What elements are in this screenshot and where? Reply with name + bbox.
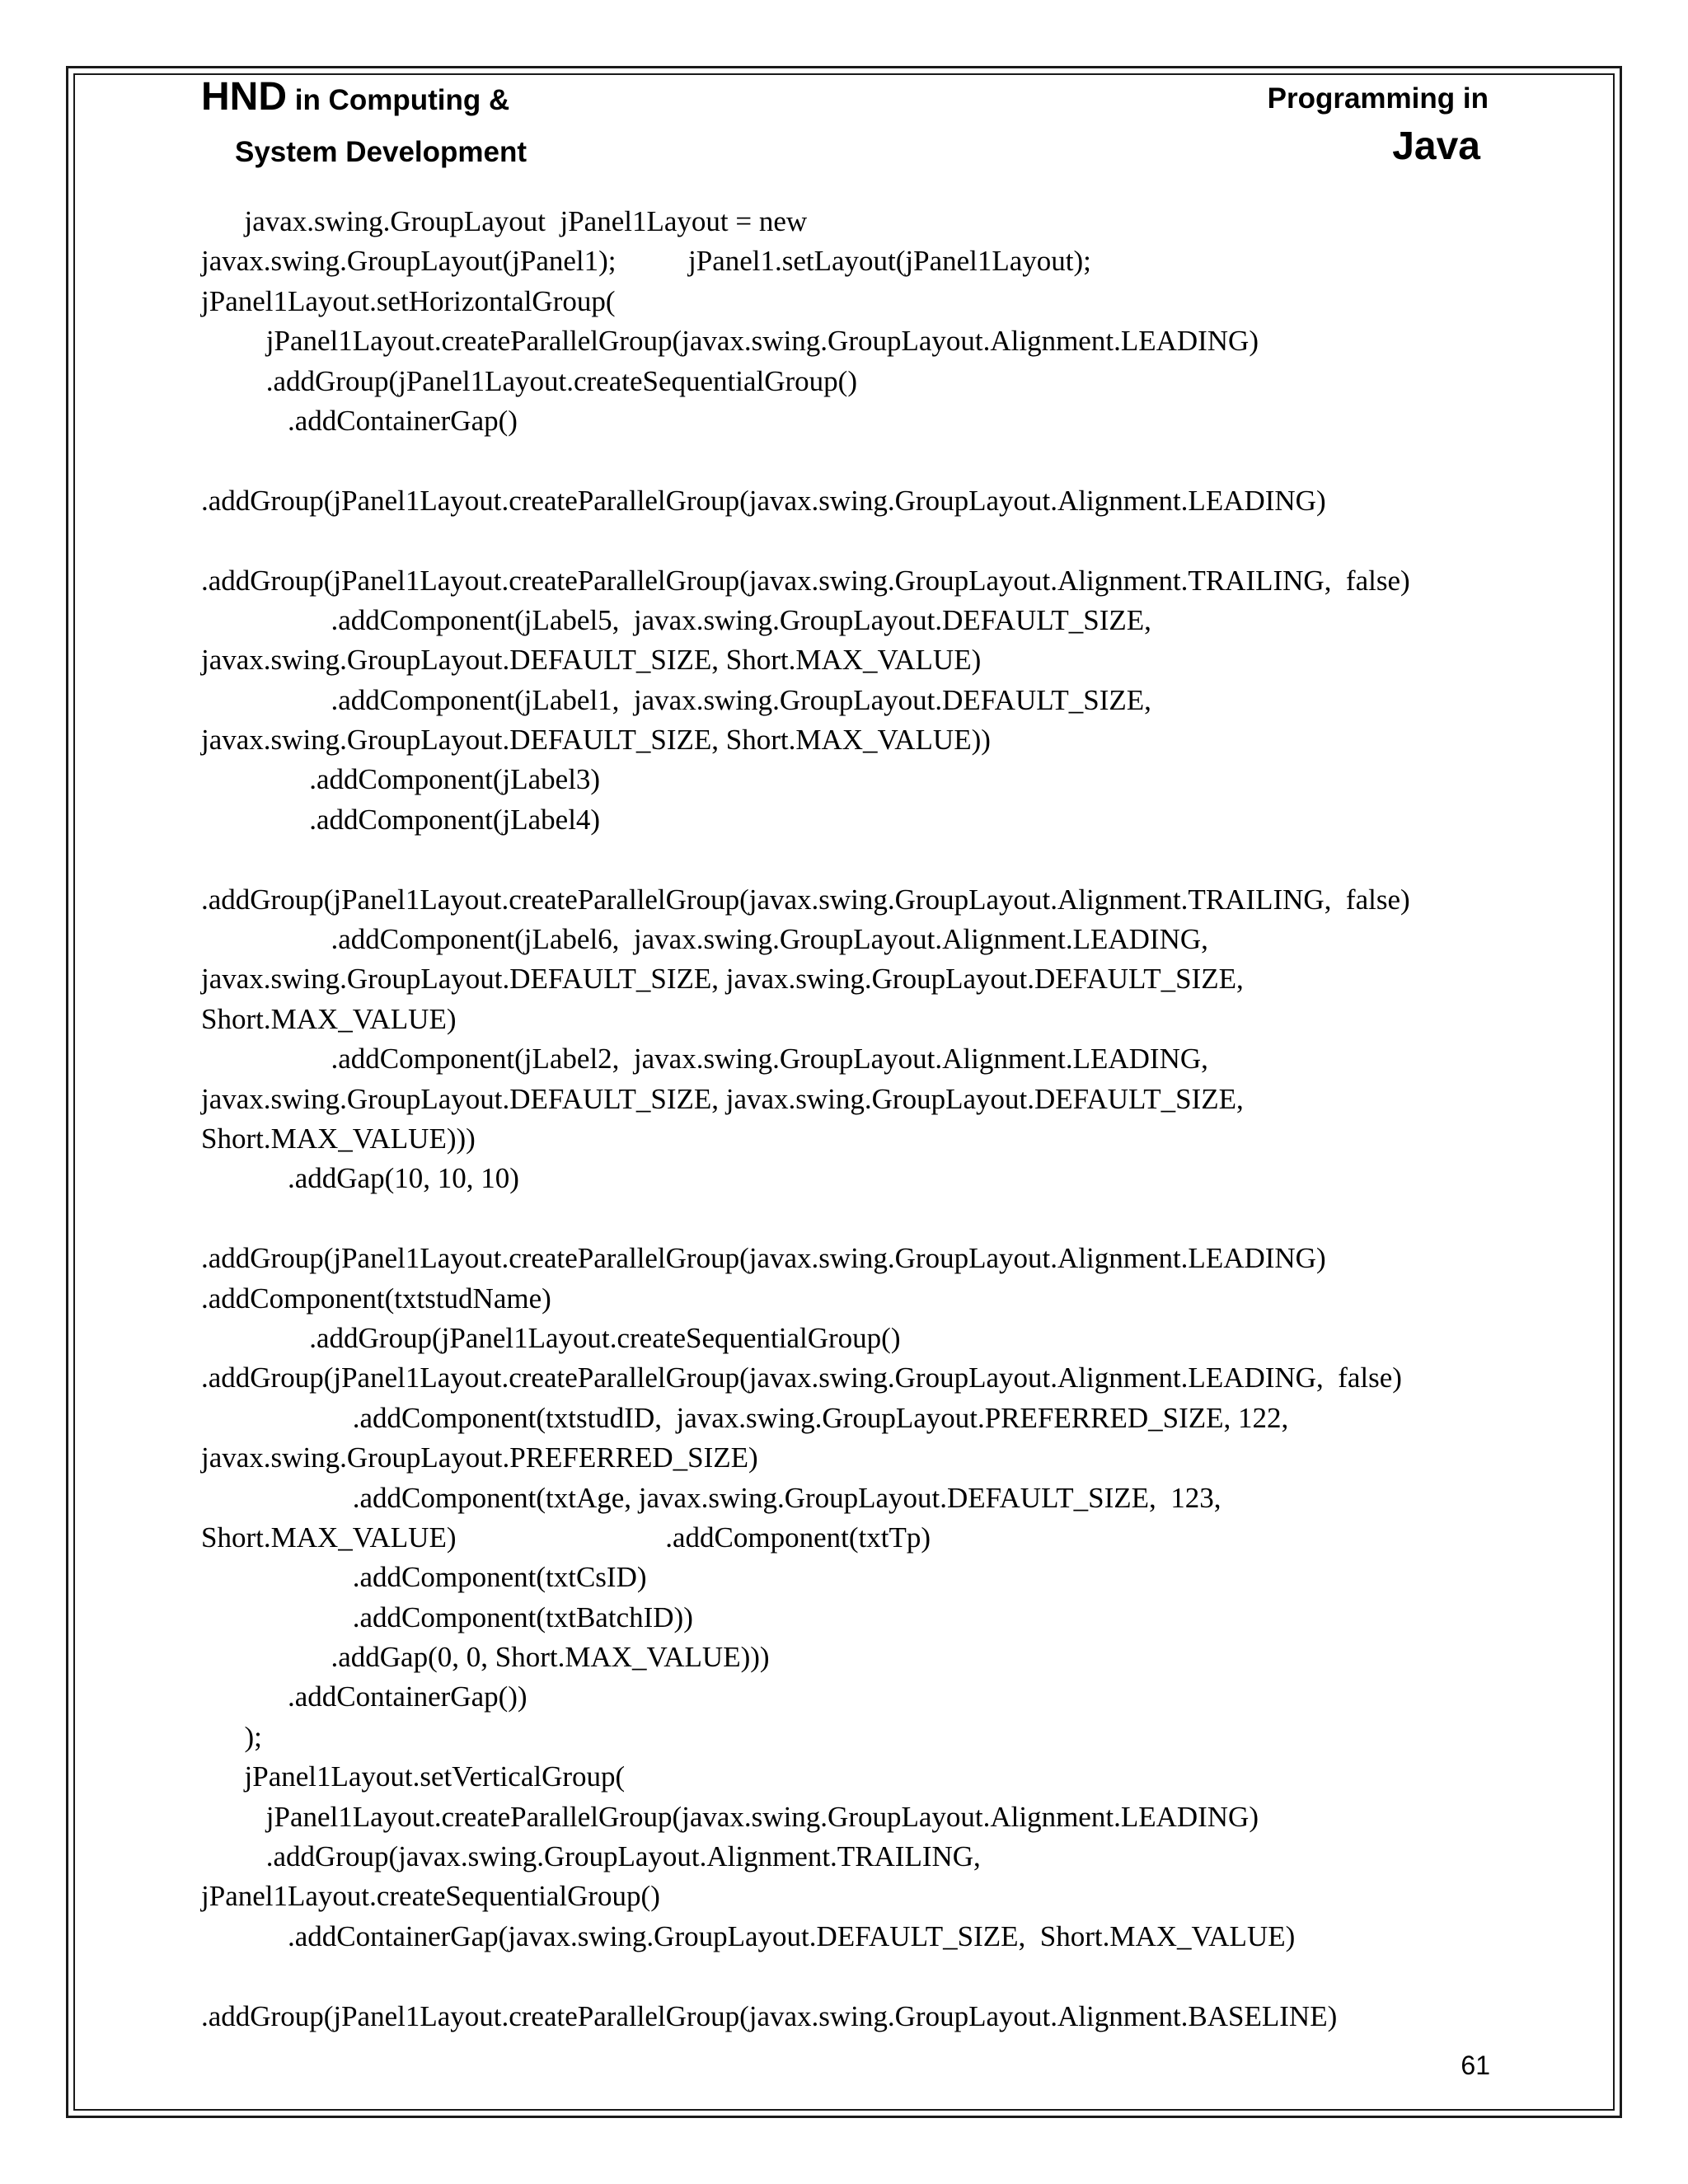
code-line: javax.swing.GroupLayout.DEFAULT_SIZE, Short.MAX_VALUE)) <box>201 724 991 757</box>
code-line <box>201 840 1512 879</box>
code-line: .addComponent(txtstudName) <box>201 1282 551 1315</box>
code-line <box>201 1957 1512 1996</box>
code-line: .addContainerGap()) <box>201 1680 528 1713</box>
page-number: 61 <box>1461 2050 1490 2080</box>
code-line: jPanel1Layout.setHorizontalGroup( <box>201 284 616 317</box>
code-line: .addComponent(jLabel3) <box>201 763 601 796</box>
header-course-line1 <box>201 74 509 120</box>
code-line: jPanel1Layout.setVerticalGroup( <box>201 1760 626 1793</box>
code-line: javax.swing.GroupLayout(jPanel1); jPanel1.setLayout(jPanel1Layout); <box>201 245 1091 278</box>
code-line: .addGroup(jPanel1Layout.createParallelGroup(javax.swing.GroupLayout.Alignment.TRAILING, false) <box>201 564 1410 597</box>
code-line: javax.swing.GroupLayout.DEFAULT_SIZE, Short.MAX_VALUE) <box>201 644 982 677</box>
code-line: .addGroup(jPanel1Layout.createParallelGroup(javax.swing.GroupLayout.Alignment.TRAILING, false) <box>201 883 1410 916</box>
code-line: .addComponent(txtBatchID)) <box>201 1601 693 1633</box>
code-line: ); <box>201 1720 262 1753</box>
code-line: Short.MAX_VALUE))) <box>201 1122 476 1155</box>
header-course-line2: System Development <box>235 136 528 168</box>
code-line: .addComponent(jLabel4) <box>201 803 601 836</box>
code-line: .addGap(10, 10, 10) <box>201 1162 519 1195</box>
code-listing <box>201 202 1512 2036</box>
code-line <box>201 521 1512 560</box>
code-line <box>201 1199 1512 1239</box>
code-line: .addGroup(jPanel1Layout.createSequentialGroup() <box>201 1321 901 1354</box>
code-line: .addGroup(javax.swing.GroupLayout.Alignment.TRAILING, <box>201 1840 981 1873</box>
code-line: .addComponent(jLabel6, javax.swing.GroupLayout.Alignment.LEADING, <box>201 923 1208 956</box>
code-line: .addContainerGap() <box>201 404 518 437</box>
header-computing: in Computing & <box>287 84 510 116</box>
code-line: Short.MAX_VALUE) <box>201 1002 457 1035</box>
code-line: javax.swing.GroupLayout.DEFAULT_SIZE, javax.swing.GroupLayout.DEFAULT_SIZE, <box>201 963 1244 996</box>
header-hnd: HND <box>201 75 287 119</box>
code-line: jPanel1Layout.createParallelGroup(javax.swing.GroupLayout.Alignment.LEADING) <box>201 1800 1259 1833</box>
code-line: .addGroup(jPanel1Layout.createParallelGroup(javax.swing.GroupLayout.Alignment.BASELINE) <box>201 1999 1338 2032</box>
code-line: jPanel1Layout.createSequentialGroup() <box>201 1880 660 1913</box>
code-line: .addComponent(jLabel5, javax.swing.GroupLayout.DEFAULT_SIZE, <box>201 603 1151 636</box>
code-line: .addGroup(jPanel1Layout.createSequentialGroup() <box>201 364 857 397</box>
code-line: .addComponent(jLabel2, javax.swing.GroupLayout.Alignment.LEADING, <box>201 1043 1208 1076</box>
code-line <box>201 441 1512 480</box>
code-line: javax.swing.GroupLayout jPanel1Layout = new <box>201 205 808 237</box>
code-line: Short.MAX_VALUE) .addComponent(txtTp) <box>201 1521 931 1554</box>
code-line: jPanel1Layout.createParallelGroup(javax.swing.GroupLayout.Alignment.LEADING) <box>201 325 1259 358</box>
code-line: .addComponent(jLabel1, javax.swing.GroupLayout.DEFAULT_SIZE, <box>201 683 1151 716</box>
header-module-line2: Java <box>1392 124 1480 168</box>
code-line: .addContainerGap(javax.swing.GroupLayout.DEFAULT_SIZE, Short.MAX_VALUE) <box>201 1919 1296 1952</box>
code-line: .addComponent(txtAge, javax.swing.GroupLayout.DEFAULT_SIZE, 123, <box>201 1481 1221 1514</box>
code-line: .addComponent(txtstudID, javax.swing.GroupLayout.PREFERRED_SIZE, 122, <box>201 1401 1289 1434</box>
code-line: .addGroup(jPanel1Layout.createParallelGroup(javax.swing.GroupLayout.Alignment.LEADING) <box>201 484 1326 517</box>
code-line: .addGap(0, 0, Short.MAX_VALUE))) <box>201 1641 770 1674</box>
code-line: .addGroup(jPanel1Layout.createParallelGroup(javax.swing.GroupLayout.Alignment.LEADING) <box>201 1242 1326 1275</box>
code-line: javax.swing.GroupLayout.PREFERRED_SIZE) <box>201 1441 758 1474</box>
code-line: javax.swing.GroupLayout.DEFAULT_SIZE, javax.swing.GroupLayout.DEFAULT_SIZE, <box>201 1082 1244 1115</box>
code-line: .addComponent(txtCsID) <box>201 1561 647 1594</box>
header-module-line1: Programming in <box>1267 82 1489 115</box>
code-line: .addGroup(jPanel1Layout.createParallelGroup(javax.swing.GroupLayout.Alignment.LEADING, false) <box>201 1361 1402 1394</box>
